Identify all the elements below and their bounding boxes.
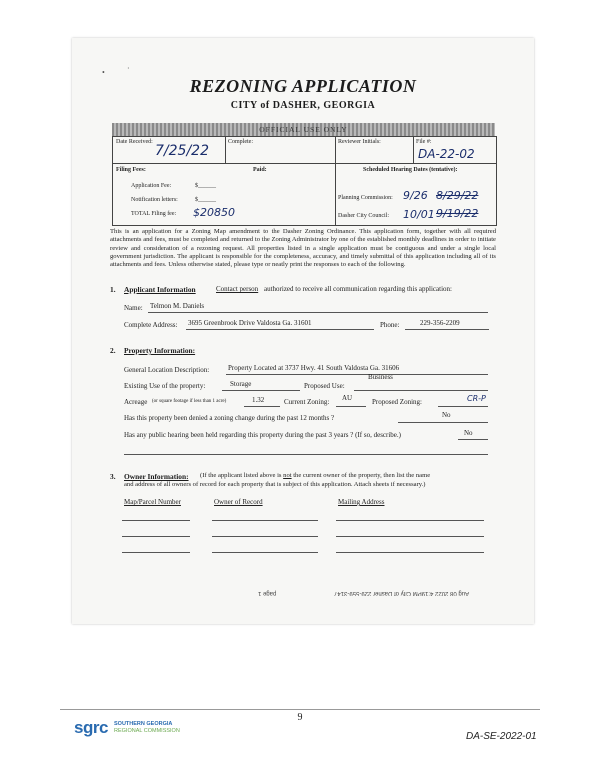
applicant-phone-value: 229-356-2209 — [420, 319, 460, 327]
planning-commission-struck-date: 8/29/22 — [436, 189, 479, 202]
location-value: Property Located at 3737 Hwy. 41 South Valdosta Ga. 31606 — [228, 364, 400, 372]
current-zoning-label: Current Zoning: — [284, 398, 330, 406]
filing-fees-label: Filing Fees: — [116, 167, 146, 173]
owner-table-col-address: Mailing Address — [338, 498, 385, 506]
intro-paragraph: This is an application for a Zoning Map amendment to the Dasher Zoning Ordinance. This application form, together with all required attachments and fees, must be completed and returned to the Zoning Administrator by one of the established monthly deadlines in order to initiate review and consideration of a rezoning request. All properties listed in a single application must be contiguous and under a single local government jurisdiction. The applicant is responsible for the completeness, accuracy, and timely submittal of this application including all of its attachments and fees. Unless otherwise stated, please type or neatly print the responses to each of the following. — [110, 228, 496, 269]
document-code: DA-SE-2022-01 — [466, 731, 537, 742]
section1-contact-phrase: Contact person — [216, 285, 259, 293]
planning-commission-label: Planning Commission: — [338, 195, 393, 201]
proposed-zoning-value: CR-P — [467, 394, 486, 403]
proposed-use-label: Proposed Use: — [304, 382, 345, 390]
file-number-value: DA-22-02 — [418, 147, 475, 161]
scan-page-label: page 1 — [258, 590, 277, 596]
applicant-name-value: Telmon M. Daniels — [150, 302, 205, 310]
date-received-label: Date Received: — [116, 139, 153, 145]
page-number: 9 — [297, 712, 303, 723]
application-fee-value: $______ — [195, 183, 216, 189]
proposed-use-value: Business — [368, 373, 393, 381]
hearing-dates-label: Scheduled Hearing Dates (tentative): — [363, 167, 458, 173]
applicant-address-label: Complete Address: — [124, 321, 178, 329]
sgrc-logo — [74, 720, 184, 738]
notification-fee-value: $______ — [195, 197, 216, 203]
notification-fee-label: Notification letters: — [131, 197, 178, 203]
section1-number: 1. — [110, 285, 116, 294]
acreage-value: 1.32 — [252, 396, 265, 404]
existing-use-value: Storage — [230, 380, 252, 388]
planning-commission-date: 9/26 — [403, 189, 428, 202]
scan-speck: · — [127, 64, 130, 73]
city-council-label: Dasher City Council: — [338, 213, 389, 219]
section3-number: 3. — [110, 472, 116, 481]
form-subtitle: CITY of DASHER, GEORGIA — [230, 100, 376, 111]
section3-text-line2: and address of all owners of record for each property that is subject of this application. Attach sheets if necessary.) — [124, 481, 426, 488]
reviewer-label: Reviewer Initials: — [338, 139, 381, 145]
owner-table-col-owner: Owner of Record — [214, 498, 263, 506]
scanned-document — [72, 38, 534, 624]
owner-table-col-parcel: Map/Parcel Number — [124, 498, 181, 506]
hearing-answer: No — [464, 429, 473, 437]
footer-divider — [60, 709, 540, 710]
proposed-zoning-label: Proposed Zoning: — [372, 398, 422, 406]
total-fee-value: $20850 — [193, 206, 235, 219]
existing-use-label: Existing Use of the property: — [124, 382, 206, 390]
denied-answer: No — [442, 411, 451, 419]
section1-heading: Applicant Information — [124, 285, 196, 294]
section3-text: (If the applicant listed above is not the current owner of the property, then list the name — [200, 472, 431, 479]
official-use-box — [112, 136, 497, 226]
acreage-label: Acreage — [124, 398, 148, 406]
applicant-phone-label: Phone: — [380, 321, 400, 329]
section3-heading: Owner Information: — [124, 472, 189, 481]
complete-label: Complete: — [228, 139, 253, 145]
current-zoning-value: AU — [342, 394, 353, 402]
file-label: File #: — [416, 139, 432, 145]
city-council-struck-date: 9/19/22 — [436, 207, 479, 220]
acreage-note: (or square footage if less than 1 acre) — [152, 399, 227, 404]
hearing-question: Has any public hearing been held regarding this property during the past 3 years ? (If so, describe.) — [124, 431, 401, 439]
logo-mark: sgrc — [74, 718, 108, 737]
section1-heading-rest: authorized to receive all communication regarding this application: — [264, 285, 452, 293]
logo-line2: REGIONAL COMMISSION — [114, 728, 180, 734]
paid-label: Paid: — [253, 167, 267, 173]
city-council-date: 10/01 — [403, 208, 435, 221]
applicant-name-label: Name: — [124, 304, 143, 312]
applicant-address-value: 3695 Greenbrook Drive Valdosta Ga. 31601 — [188, 319, 312, 327]
scan-speck: • — [102, 68, 105, 77]
denied-question: Has this property been denied a zoning change during the past 12 months ? — [124, 414, 335, 422]
total-fee-label: TOTAL Filing fee: — [131, 211, 177, 217]
location-label: General Location Description: — [124, 366, 210, 374]
section2-heading: Property Information: — [124, 346, 196, 355]
fax-header: Aug 08 2022 4:19PM City of Dasher 229-559-3147 — [334, 590, 470, 596]
section2-number: 2. — [110, 346, 116, 355]
date-received-value: 7/25/22 — [155, 143, 209, 159]
form-title: REZONING APPLICATION — [189, 76, 417, 96]
application-fee-label: Application Fee: — [131, 183, 172, 189]
official-use-banner: OFFICIAL USE ONLY — [112, 123, 495, 136]
logo-line1: SOUTHERN GEORGIA — [114, 721, 173, 727]
